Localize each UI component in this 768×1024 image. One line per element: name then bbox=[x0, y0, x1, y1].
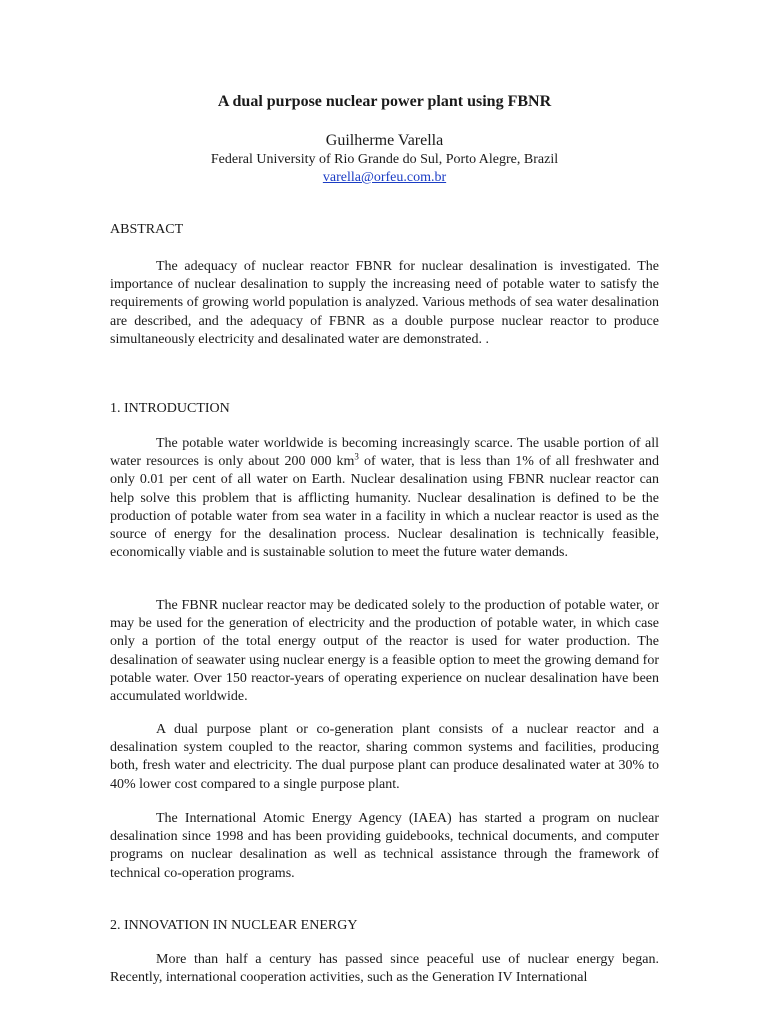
intro-p1-text-a: The potable water worldwide is becoming increasingly scarce. The usable portion of all water resources is only about 200 000 km bbox=[110, 436, 659, 470]
introduction-paragraph-2: The FBNR nuclear reactor may be dedicated solely to the production of potable water, or may be used for the generation of electricity and the production of potable water, in which case only a portion of the total energy output of the reactor is used for water production. The desalination of seawater using nuclear energy is a feasible option to meet the growing demand for potable water. Over 150 reactor-years of operating experience on nuclear desalination have been accumulated worldwide. bbox=[110, 598, 659, 705]
introduction-paragraph-4: The International Atomic Energy Agency (IAEA) has started a program on nuclear desalination since 1998 and has been providing guidebooks, technical documents, and computer programs on nuclear desalination as well as technical assistance through the framework of technical co-operation programs. bbox=[110, 811, 659, 881]
superscript-exponent: 3 bbox=[354, 451, 359, 462]
author-email-link[interactable]: varella@orfeu.com.br bbox=[322, 170, 447, 185]
innovation-heading: 2. INNOVATION IN NUCLEAR ENERGY bbox=[110, 918, 358, 933]
abstract-heading: ABSTRACT bbox=[110, 222, 184, 237]
author-affiliation: Federal University of Rio Grande do Sul, Porto Alegre, Brazil bbox=[210, 152, 559, 167]
author-name: Guilherme Varella bbox=[325, 132, 444, 149]
author-email-line bbox=[110, 169, 659, 187]
introduction-paragraph-1 bbox=[110, 435, 659, 562]
innovation-paragraph-1: More than half a century has passed since peaceful use of nuclear energy began. Recently, international cooperation activities, such as the Generation IV International bbox=[110, 952, 659, 986]
introduction-paragraph-3: A dual purpose plant or co-generation plant consists of a nuclear reactor and a desalination system coupled to the reactor, sharing common systems and facilities, producing both, fresh water and electricity. The dual purpose plant can produce desalinated water at 30% to 40% lower cost compared to a single purpose plant. bbox=[110, 722, 659, 792]
paper-title: A dual purpose nuclear power plant using FBNR bbox=[217, 93, 552, 110]
introduction-heading: 1. INTRODUCTION bbox=[110, 401, 230, 416]
intro-p1-text-b: of water, that is less than 1% of all freshwater and only 0.01 per cent of all water on Earth. Nuclear desalination using FBNR nuclear reactor can help solve this problem that is afflicting humanity. Nuclear desalination is defined to be the production of potable water from sea water in a facility in which a nuclear reactor is used as the source of energy for the desalination process. Nuclear desalination is technically feasible, economically viable and is sustainable solution to meet the future water demands. bbox=[110, 454, 659, 561]
abstract-text: The adequacy of nuclear reactor FBNR for nuclear desalination is investigated. The importance of nuclear desalination to supply the increasing need of potable water to satisfy the requirements of growing world population is analyzed. Various methods of sea water desalination are described, and the adequacy of FBNR as a double purpose nuclear reactor to produce simultaneously electricity and desalinated water are demonstrated. . bbox=[110, 259, 659, 347]
